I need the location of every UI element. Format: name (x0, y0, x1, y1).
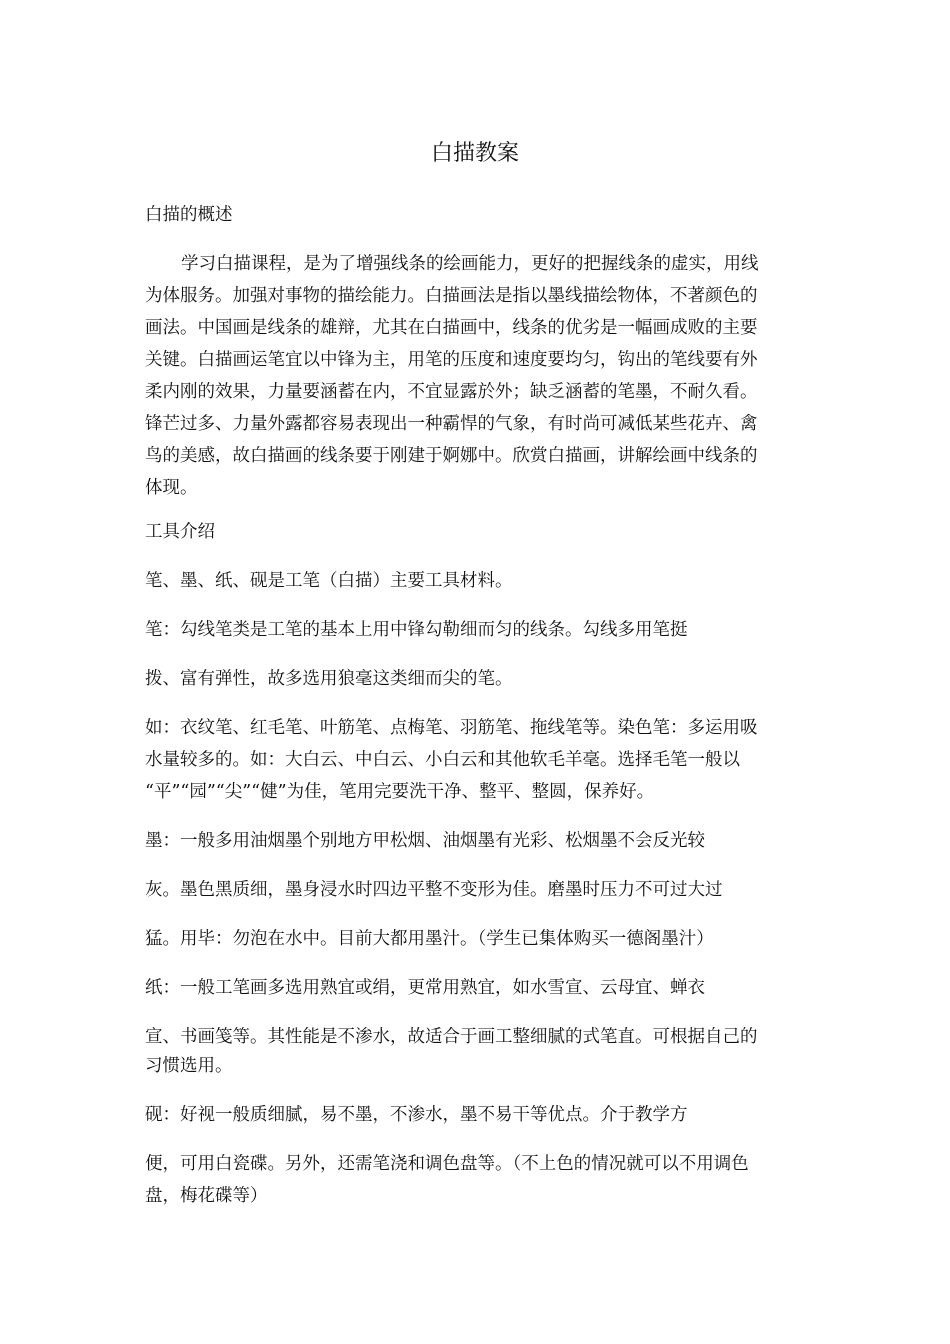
tools-intro: 笔、墨、纸、砚是工笔（白描）主要工具材料。 (145, 571, 513, 591)
ink-line-3: 猛。用毕：勿泡在水中。目前大都用墨汁。（学生已集体购买一德阁墨汁） (145, 929, 714, 949)
overview-line-1: 学习白描课程，是为了增强线条的绘画能力，更好的把握线条的虚实，用线 (181, 254, 759, 274)
overview-line-8: 体现。 (145, 478, 198, 498)
section-heading-tools: 工具介绍 (145, 522, 215, 542)
inkstone-line-2: 便，可用白瓷碟。另外，还需笔浇和调色盘等。（不上色的情况就可以不用调色 (145, 1154, 749, 1174)
overview-line-6: 锋芒过多、力量外露都容易表现出一种霸悍的气象，有时尚可减低某些花卉、禽 (145, 414, 758, 434)
paper-line-2: 宣、书画笺等。其性能是不渗水，故适合于画工整细腻的式笔直。可根据自己的 (145, 1027, 758, 1047)
ink-line-2: 灰。墨色黑质细，墨身浸水时四边平整不变形为佳。磨墨时压力不可过大过 (145, 880, 723, 900)
overview-line-4: 关键。白描画运笔宜以中锋为主，用笔的压度和速度要均匀，钩出的笔线要有外 (145, 350, 758, 370)
overview-line-2: 为体服务。加强对事物的描绘能力。白描画法是指以墨线描绘物体，不著颜色的 (145, 286, 758, 306)
brush-line-2: 拨、富有弹性，故多选用狼毫这类细而尖的笔。 (145, 669, 513, 689)
inkstone-line-3: 盘，梅花碟等） (145, 1186, 268, 1206)
section-heading-overview: 白描的概述 (145, 205, 233, 225)
overview-line-5: 柔内刚的效果，力量要涵蓄在内，不宜显露於外；缺乏涵蓄的笔墨，不耐久看。 (145, 382, 758, 402)
paper-line-3: 习惯选用。 (145, 1056, 233, 1076)
paper-line-1: 纸：一般工笔画多选用熟宜或绢，更常用熟宜，如水雪宣、云母宜、蝉衣 (145, 978, 705, 998)
brush-examples-line-2: 水量较多的。如：大白云、中白云、小白云和其他软毛羊毫。选择毛笔一般以 (145, 750, 740, 770)
brush-examples-line-3: “平”“园”“尖”“健”为佳，笔用完要洗干净、整平、整圆，保养好。 (145, 782, 655, 802)
overview-line-3: 画法。中国画是线条的雄辩，尤其在白描画中，线条的优劣是一幅画成败的主要 (145, 318, 758, 338)
inkstone-line-1: 砚：好视一般质细腻，易不墨，不渗水，墨不易干等优点。介于教学方 (145, 1105, 688, 1125)
overview-line-7: 鸟的美感，故白描画的线条要于刚建于婀娜中。欣赏白描画，讲解绘画中线条的 (145, 446, 758, 466)
ink-line-1: 墨：一般多用油烟墨个别地方甲松烟、油烟墨有光彩、松烟墨不会反光较 (145, 831, 705, 851)
brush-line-1: 笔：勾线笔类是工笔的基本上用中锋勾勒细而匀的线条。勾线多用笔挺 (145, 620, 688, 640)
brush-examples-line-1: 如：衣纹笔、红毛笔、叶筋笔、点梅笔、羽筋笔、拖线笔等。染色笔：多运用吸 (145, 718, 758, 738)
document-title: 白描教案 (430, 141, 519, 166)
